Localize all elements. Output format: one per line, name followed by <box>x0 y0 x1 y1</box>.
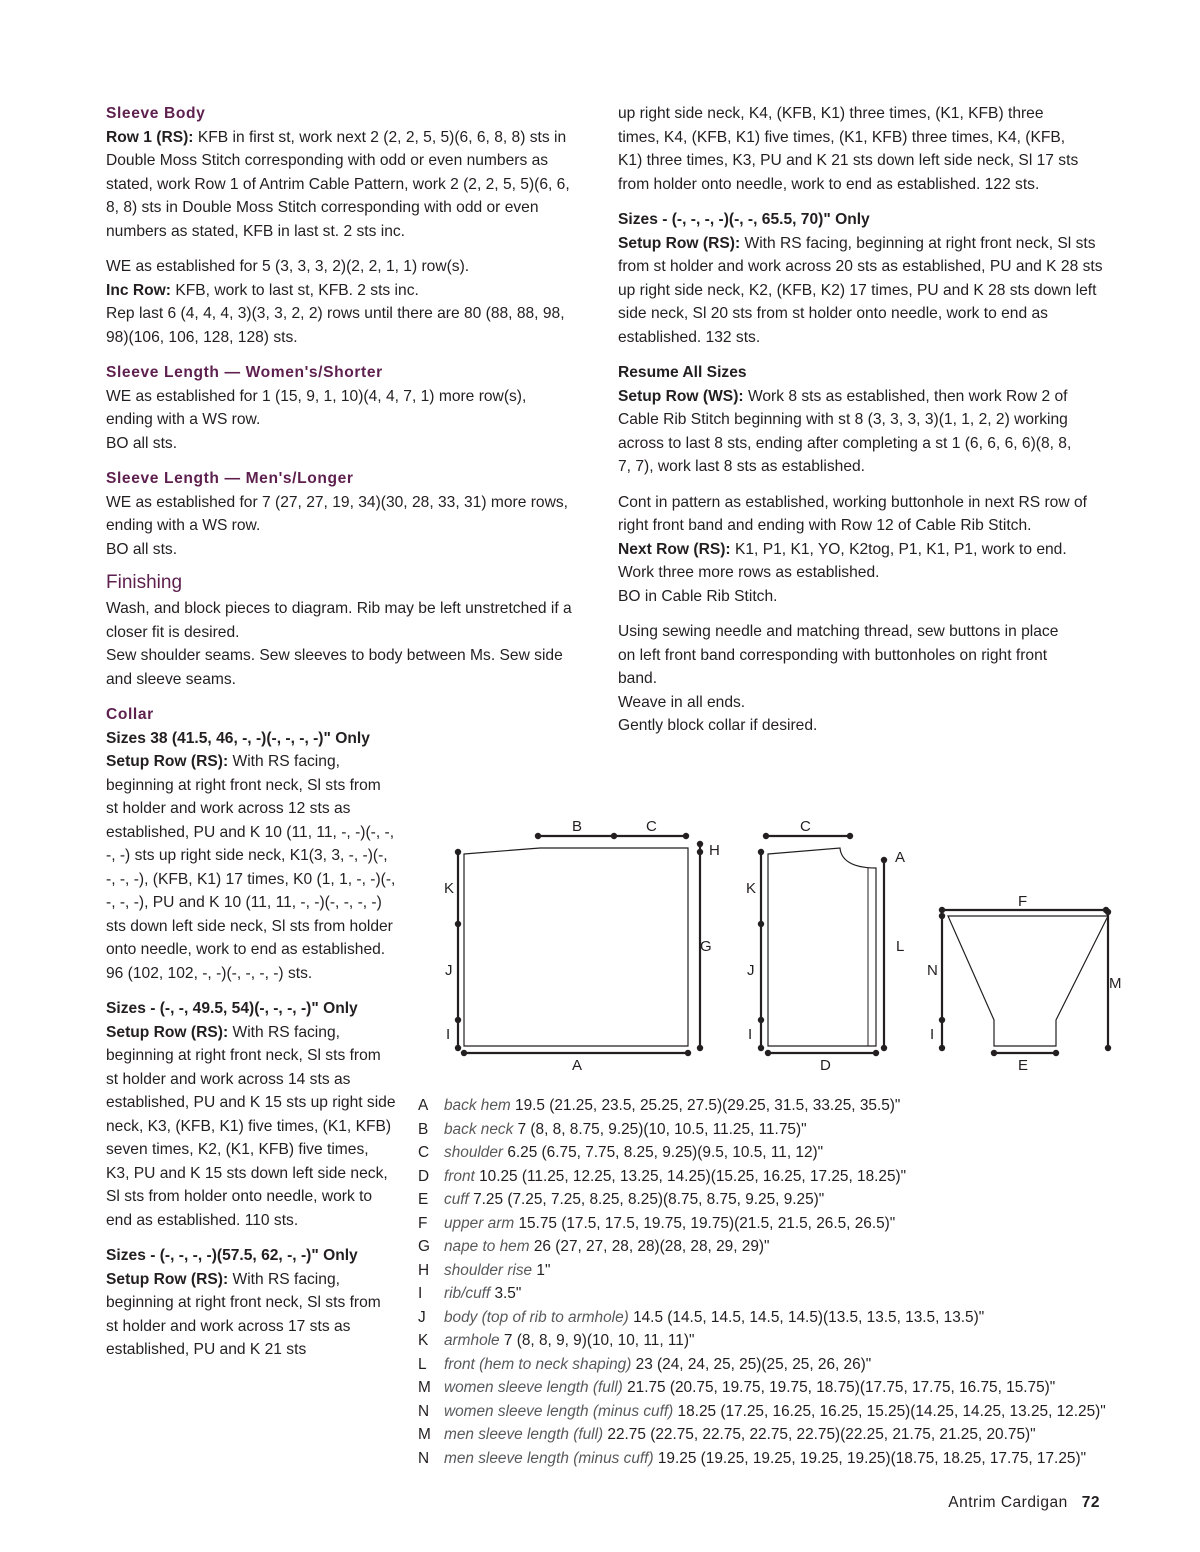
resume-heading: Resume All Sizes <box>618 364 747 381</box>
sizes2-text: With RS facing, beginning at right front neck, Sl sts from st holder and work across 14 sts as established, PU and K 15 sts up right side neck, K3, (KFB, K1) five times, (K1, KFB) seven times, K2, (K1, KFB) five times, K3, PU and K 15 sts down left side neck, Sl sts from holder onto needle, work to end as established. 110 sts. <box>106 1023 396 1229</box>
label-E: E <box>1018 1057 1029 1074</box>
continued-paragraph: up right side neck, K4, (KFB, K1) three times, (K1, KFB) three times, K4, (KFB, K1) five times, (K1, KFB) three times, K4, (KFB, K1) three times, K3, PU and K 21 sts down left side neck, Sl 17 sts from holder onto needle, work to end as established. 122 sts. <box>618 105 1079 193</box>
sizes1-heading: Sizes 38 (41.5, 46, -, -)(-, -, -, -)" Only <box>106 729 370 747</box>
legend-value: 23 (24, 24, 25, 25)(25, 25, 26, 26)" <box>635 1355 872 1373</box>
legend-row <box>418 1329 1106 1353</box>
page-number: 72 <box>1081 1494 1100 1511</box>
legend-desc: shoulder <box>444 1144 504 1161</box>
collar-heading: Collar <box>106 706 154 723</box>
legend-key: L <box>418 1355 427 1373</box>
dimension-dots <box>455 833 1111 1056</box>
label-K-back: K <box>444 880 455 897</box>
men-text: WE as established for 7 (27, 27, 19, 34)(30, 28, 33, 31) more rows, ending with a WS row. <box>106 493 568 534</box>
finishing-paragraph <box>106 597 576 691</box>
we-line: WE as established for 5 (3, 3, 3, 2)(2, 2, 1, 1) row(s). <box>106 258 470 275</box>
legend-row <box>418 1235 1106 1259</box>
legend-value: 6.25 (6.75, 7.75, 8.25, 9.25)(9.5, 10.5, 11, 12)" <box>507 1144 824 1161</box>
front-piece-outline <box>768 848 876 1046</box>
back-piece-outline <box>464 848 688 1046</box>
label-I-sleeve: I <box>930 1026 935 1043</box>
inc-text: KFB, work to last st, KFB. 2 sts inc. <box>175 281 419 299</box>
legend-row <box>418 1353 1106 1377</box>
ws-label: Setup Row (WS): <box>618 387 744 405</box>
sizes3-text: With RS facing, beginning at right front neck, Sl sts from st holder and work across 17 sts as established, PU and K 21 sts <box>106 1270 381 1358</box>
legend-desc: nape to hem <box>444 1238 530 1255</box>
legend-value: 1" <box>536 1261 551 1279</box>
legend-row <box>418 1447 1106 1471</box>
ws-text: Work 8 sts as established, then work Row 2 of Cable Rib Stitch beginning with st 8 (3, 3, 3, 3)(1, 1, 2, 2) working across to last 8 sts, ending after completing a st 1 (6, 6, 6, 6)(8, 8, 7, 7), work last 8 sts as established. <box>618 387 1072 475</box>
next-row-line <box>618 538 1088 562</box>
legend-key: N <box>418 1402 430 1420</box>
legend-value: 15.75 (17.5, 17.5, 19.75, 19.75)(21.5, 21.5, 26.5, 26.5)" <box>518 1214 896 1232</box>
legend-row <box>418 1306 1106 1330</box>
finishing-line2: Sew shoulder seams. Sew sleeves to body between Ms. Sew side and sleeve seams. <box>106 647 563 688</box>
legend-key: J <box>418 1308 426 1326</box>
legend-key: I <box>418 1285 423 1302</box>
legend-value: 14.5 (14.5, 14.5, 14.5, 14.5)(13.5, 13.5, 13.5, 13.5)" <box>633 1308 985 1326</box>
cont-pattern-text: Cont in pattern as established, working buttonhole in next RS row of right front band and ending with Row 12 of Cable Rib Stitch. <box>618 493 1087 534</box>
legend-desc: rib/cuff <box>444 1285 491 1302</box>
legend-row <box>418 1188 1106 1212</box>
legend-key: D <box>418 1167 430 1185</box>
legend-desc: cuff <box>444 1191 469 1208</box>
sizes1-label: Setup Row (RS): <box>106 753 229 770</box>
legend-row <box>418 1400 1106 1424</box>
label-I-back: I <box>446 1026 451 1043</box>
legend-row <box>418 1259 1106 1283</box>
legend-desc: women sleeve length (minus cuff) <box>444 1402 674 1420</box>
sizes4-heading: Sizes - (-, -, -, -)(-, -, 65.5, 70)" Only <box>618 211 870 228</box>
legend-key: C <box>418 1144 430 1161</box>
sleeve-outline <box>948 916 1108 1046</box>
legend-key: H <box>418 1261 430 1279</box>
dimension-lines <box>458 836 1108 1053</box>
label-K-front: K <box>746 880 757 897</box>
legend-row <box>418 1212 1106 1236</box>
legend-value: 22.75 (22.75, 22.75, 22.75, 22.75)(22.25, 21.75, 21.25, 20.75)" <box>607 1426 1036 1443</box>
measurement-legend <box>418 1094 1106 1470</box>
cont-pattern-paragraph <box>618 491 1088 609</box>
legend-value: 21.75 (20.75, 19.75, 19.75, 18.75)(17.75, 17.75, 16.75, 15.75)" <box>627 1379 1056 1396</box>
men-length-heading: Sleeve Length — Men's/Longer <box>106 470 354 487</box>
label-H: H <box>709 842 720 859</box>
legend-key: G <box>418 1238 430 1255</box>
inc-paragraph <box>106 255 576 349</box>
legend-desc: front <box>444 1167 475 1185</box>
women-bo: BO all sts. <box>106 434 178 452</box>
legend-value: 3.5" <box>494 1285 522 1302</box>
legend-key: B <box>418 1120 429 1138</box>
legend-key: A <box>418 1097 429 1114</box>
label-A-front: A <box>895 849 906 866</box>
sew-paragraph <box>618 620 1068 738</box>
legend-desc: upper arm <box>444 1214 515 1232</box>
collar-block <box>106 727 396 1362</box>
legend-value: 7 (8, 8, 9, 9)(10, 10, 11, 11)" <box>503 1332 695 1349</box>
finishing-line1: Wash, and block pieces to diagram. Rib may be left unstretched if a closer fit is desired. <box>106 600 572 641</box>
schematic-diagram <box>420 812 1140 1077</box>
sizes4-paragraph <box>618 232 1108 350</box>
page-footer <box>948 1494 1100 1512</box>
legend-key: K <box>418 1332 429 1349</box>
label-G: G <box>700 938 712 955</box>
sizes1-text: With RS facing, beginning at right front neck, Sl sts from st holder and work across 12 sts as established, PU and K 10 (11, 11, -, -)(-, -, -, -) sts up right side neck, K1(3, 3, -, -)(-, -, -, -), (KFB, K1) 17 times, K0 (1, 1, -, -)(-, -, -, -), PU and K 10 (11, 11, -, -)(-, -, -, -) sts down left side neck, Sl sts from holder onto needle, work to end as established. 96 (102, 102, -, -)(-, -, -, -) sts. <box>106 753 396 982</box>
legend-row <box>418 1141 1106 1165</box>
label-B: B <box>572 818 583 835</box>
men-bo: BO all sts. <box>106 540 178 558</box>
legend-desc: front (hem to neck shaping) <box>444 1355 632 1373</box>
legend-value: 18.25 (17.25, 16.25, 16.25, 15.25)(14.25, 14.25, 13.25, 12.25)" <box>677 1402 1106 1420</box>
three-more-line: Work three more rows as established. <box>618 564 880 581</box>
legend-key: M <box>418 1379 431 1396</box>
legend-row <box>418 1376 1106 1400</box>
row1-label: Row 1 (RS): <box>106 128 194 146</box>
dimension-labels <box>444 818 1122 1074</box>
right-column <box>618 102 1108 750</box>
legend-desc: men sleeve length (minus cuff) <box>444 1449 654 1467</box>
legend-desc: back hem <box>444 1097 511 1114</box>
legend-row <box>418 1165 1106 1189</box>
legend-row <box>418 1094 1106 1118</box>
legend-value: 19.5 (21.25, 23.5, 25.25, 27.5)(29.25, 31.5, 33.25, 35.5)" <box>515 1097 901 1114</box>
block-line: Gently block collar if desired. <box>618 717 818 734</box>
label-N: N <box>927 962 938 979</box>
sizes3-paragraph <box>106 1268 396 1362</box>
next-label: Next Row (RS): <box>618 540 731 558</box>
legend-row <box>418 1423 1106 1447</box>
legend-desc: women sleeve length (full) <box>444 1379 623 1396</box>
sizes1-paragraph <box>106 750 396 985</box>
legend-desc: body (top of rib to armhole) <box>444 1308 629 1326</box>
sew-buttons-text: Using sewing needle and matching thread, sew buttons in place on left front band corresponding with buttonholes on right front band. <box>618 623 1059 687</box>
sizes4-label: Setup Row (RS): <box>618 234 741 252</box>
finishing-heading: Finishing <box>106 572 183 593</box>
row1-paragraph <box>106 126 576 244</box>
sizes2-heading: Sizes - (-, -, 49.5, 54)(-, -, -, -)" Only <box>106 1000 358 1017</box>
sizes3-heading: Sizes - (-, -, -, -)(57.5, 62, -, -)" Only <box>106 1247 358 1264</box>
legend-desc: back neck <box>444 1120 514 1138</box>
women-text: WE as established for 1 (15, 9, 1, 10)(4, 4, 7, 1) more row(s), ending with a WS row. <box>106 387 527 428</box>
legend-desc: armhole <box>444 1332 500 1349</box>
women-length-heading: Sleeve Length — Women's/Shorter <box>106 364 383 381</box>
legend-value: 10.25 (11.25, 12.25, 13.25, 14.25)(15.25, 16.25, 17.25, 18.25)" <box>479 1167 907 1185</box>
legend-row <box>418 1282 1106 1306</box>
inc-row-line <box>106 279 576 303</box>
label-J-back: J <box>445 962 453 979</box>
women-paragraph <box>106 385 576 456</box>
label-J-front: J <box>747 962 755 979</box>
bo-line: BO in Cable Rib Stitch. <box>618 587 778 605</box>
legend-key: F <box>418 1214 428 1232</box>
legend-key: M <box>418 1426 431 1443</box>
ws-paragraph <box>618 385 1088 479</box>
label-D: D <box>820 1057 831 1074</box>
legend-desc: shoulder rise <box>444 1261 533 1279</box>
sizes2-paragraph <box>106 1021 396 1233</box>
row1-text: KFB in first st, work next 2 (2, 2, 5, 5)(6, 6, 8, 8) sts in Double Moss Stitch corresponding with odd or even numbers as stated, work Row 1 of Antrim Cable Pattern, work 2 (2, 2, 5, 5)(6, 6, 8, 8) sts in Double Moss Stitch corresponding with odd or even numbers as stated, KFB in last st. 2 sts inc. <box>106 128 570 240</box>
label-I-front: I <box>748 1026 753 1043</box>
label-C-back: C <box>646 818 657 835</box>
rep-line: Rep last 6 (4, 4, 4, 3)(3, 3, 2, 2) rows until there are 80 (88, 88, 98, 98)(106, 106, 128, 128) sts. <box>106 305 565 346</box>
label-L: L <box>896 938 905 955</box>
next-text: K1, P1, K1, YO, K2tog, P1, K1, P1, work to end. <box>734 540 1067 558</box>
legend-value: 19.25 (19.25, 19.25, 19.25, 19.25)(18.75, 18.25, 17.75, 17.25)" <box>657 1449 1087 1467</box>
legend-desc: men sleeve length (full) <box>444 1426 604 1443</box>
label-M: M <box>1109 975 1122 992</box>
weave-line: Weave in all ends. <box>618 693 746 711</box>
sizes4-text: With RS facing, beginning at right front neck, Sl sts from st holder and work across 20 sts as established, PU and K 28 sts up right side neck, K2, (KFB, K2) 17 times, PU and K 28 sts down left side neck, Sl 20 sts from st holder onto needle, work to end as established. 132 sts. <box>618 234 1103 346</box>
label-F: F <box>1018 893 1028 910</box>
footer-title: Antrim Cardigan <box>948 1494 1068 1511</box>
legend-key: E <box>418 1191 429 1208</box>
legend-value: 7 (8, 8, 8.75, 9.25)(10, 10.5, 11.25, 11.75)" <box>517 1120 807 1138</box>
inc-label: Inc Row: <box>106 281 171 299</box>
legend-key: N <box>418 1449 430 1467</box>
legend-value: 7.25 (7.25, 7.25, 8.25, 8.25)(8.75, 8.75, 9.25, 9.25)" <box>473 1191 825 1208</box>
sizes2-label: Setup Row (RS): <box>106 1023 229 1041</box>
legend-row <box>418 1118 1106 1142</box>
men-paragraph <box>106 491 576 562</box>
label-C-front: C <box>800 818 811 835</box>
label-A: A <box>572 1057 583 1074</box>
legend-value: 26 (27, 27, 28, 28)(28, 28, 29, 29)" <box>533 1238 770 1255</box>
sizes3-label: Setup Row (RS): <box>106 1270 229 1288</box>
sleeve-body-heading: Sleeve Body <box>106 105 206 122</box>
